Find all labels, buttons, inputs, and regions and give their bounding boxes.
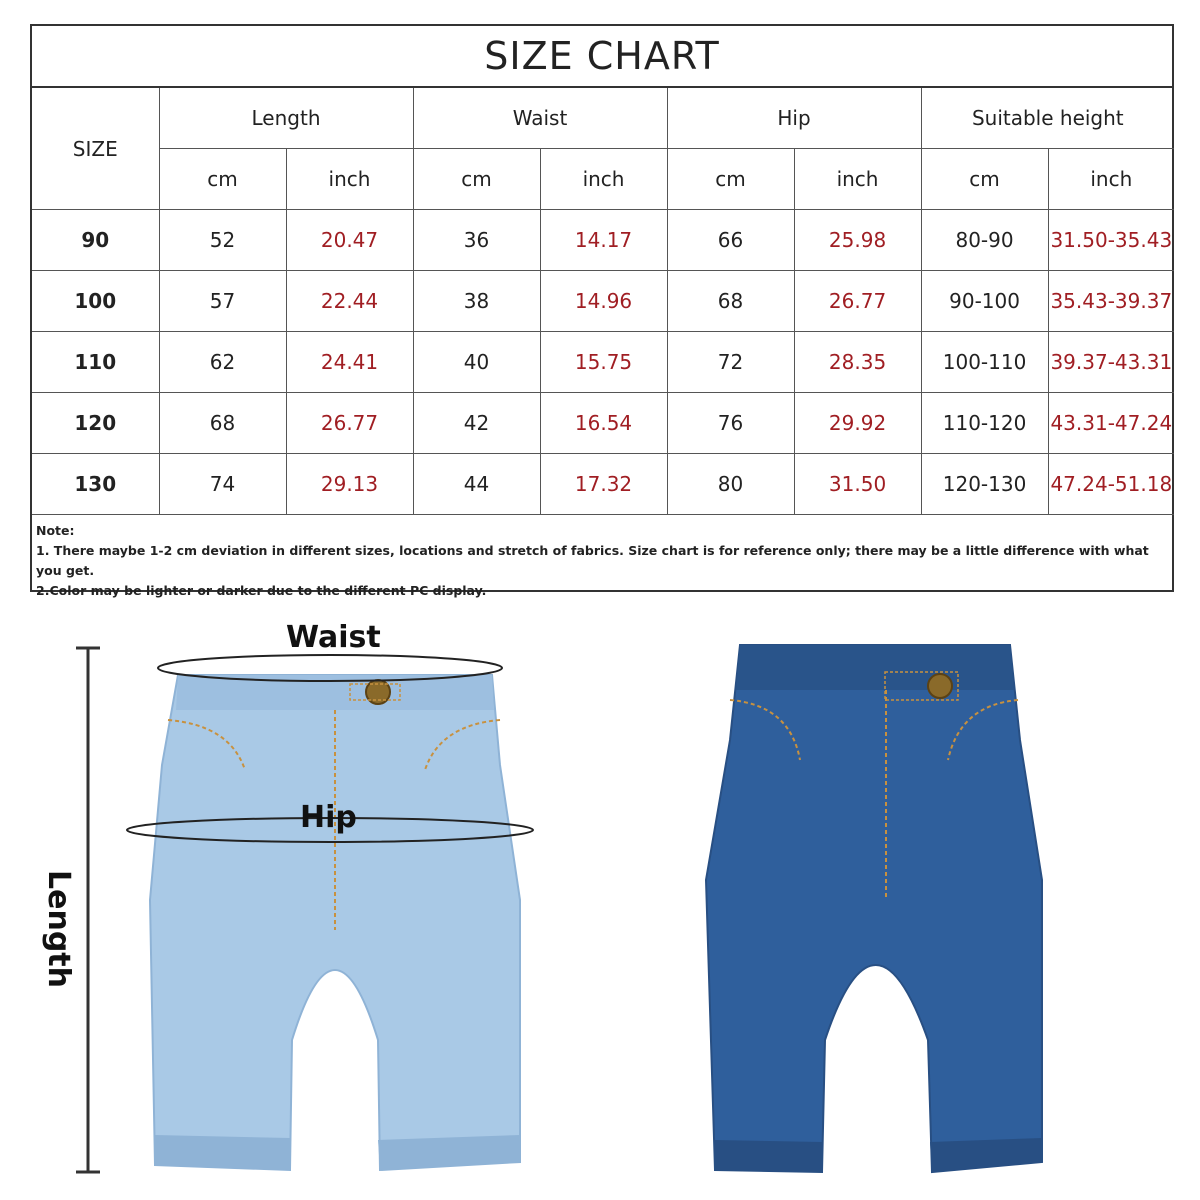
table-row: [32, 393, 1174, 454]
inch-cell: 29.92: [794, 393, 921, 454]
inch-cell: 39.37-43.31: [1048, 332, 1174, 393]
cm-cell: 68: [667, 271, 794, 332]
unit-cm: cm: [413, 149, 540, 210]
inch-cell: 14.96: [540, 271, 667, 332]
unit-inch: inch: [794, 149, 921, 210]
waist-label: Waist: [286, 620, 381, 655]
dark-jeans-image: [706, 645, 1042, 1172]
inch-cell: 47.24-51.18: [1048, 454, 1174, 515]
unit-inch: inch: [1048, 149, 1174, 210]
cm-cell: 76: [667, 393, 794, 454]
table-row: [32, 210, 1174, 271]
size-cell: 130: [32, 454, 159, 515]
header-length: Length: [159, 88, 413, 149]
cm-cell: 36: [413, 210, 540, 271]
table-row: [32, 332, 1174, 393]
inch-cell: 43.31-47.24: [1048, 393, 1174, 454]
light-jeans-image: [127, 655, 533, 1170]
header-row: [32, 88, 1174, 149]
inch-cell: 16.54: [540, 393, 667, 454]
header-suitable-height: Suitable height: [921, 88, 1174, 149]
cm-cell: 100-110: [921, 332, 1048, 393]
cm-cell: 72: [667, 332, 794, 393]
length-label: Length: [41, 870, 76, 988]
inch-cell: 25.98: [794, 210, 921, 271]
cm-cell: 74: [159, 454, 286, 515]
cm-cell: 80-90: [921, 210, 1048, 271]
unit-cm: cm: [159, 149, 286, 210]
size-table: [32, 88, 1174, 601]
cm-cell: 90-100: [921, 271, 1048, 332]
inch-cell: 14.17: [540, 210, 667, 271]
inch-cell: 35.43-39.37: [1048, 271, 1174, 332]
size-cell: 90: [32, 210, 159, 271]
cm-cell: 80: [667, 454, 794, 515]
notes: [32, 515, 1174, 601]
cm-cell: 52: [159, 210, 286, 271]
unit-cm: cm: [921, 149, 1048, 210]
inch-cell: 26.77: [286, 393, 413, 454]
jeans-drawing: [0, 600, 1200, 1200]
header-hip: Hip: [667, 88, 921, 149]
notes-line-2: 2.Color may be lighter or darker due to the different PC display.: [36, 583, 487, 598]
jeans-illustration: [0, 600, 1200, 1200]
inch-cell: 31.50-35.43: [1048, 210, 1174, 271]
length-measure-line: [76, 648, 100, 1172]
unit-inch: inch: [540, 149, 667, 210]
inch-cell: 29.13: [286, 454, 413, 515]
cm-cell: 66: [667, 210, 794, 271]
inch-cell: 28.35: [794, 332, 921, 393]
inch-cell: 24.41: [286, 332, 413, 393]
cm-cell: 68: [159, 393, 286, 454]
inch-cell: 15.75: [540, 332, 667, 393]
inch-cell: 22.44: [286, 271, 413, 332]
inch-cell: 26.77: [794, 271, 921, 332]
table-row: [32, 454, 1174, 515]
notes-line-1: 1. There maybe 1-2 cm deviation in different sizes, locations and stretch of fabrics. Size chart is for reference only; there may be a little difference with what you get.: [36, 543, 1149, 578]
table-row: [32, 271, 1174, 332]
unit-inch: inch: [286, 149, 413, 210]
notes-heading: Note:: [36, 523, 75, 538]
unit-cm: cm: [667, 149, 794, 210]
size-cell: 110: [32, 332, 159, 393]
hip-label: Hip: [300, 800, 357, 835]
inch-cell: 20.47: [286, 210, 413, 271]
cm-cell: 44: [413, 454, 540, 515]
size-cell: 100: [32, 271, 159, 332]
chart-title: SIZE CHART: [32, 26, 1172, 88]
notes-row: [32, 515, 1174, 602]
inch-cell: 17.32: [540, 454, 667, 515]
size-cell: 120: [32, 393, 159, 454]
cm-cell: 110-120: [921, 393, 1048, 454]
size-chart: [30, 24, 1174, 598]
header-waist: Waist: [413, 88, 667, 149]
cm-cell: 42: [413, 393, 540, 454]
cm-cell: 38: [413, 271, 540, 332]
cm-cell: 62: [159, 332, 286, 393]
unit-row: [32, 149, 1174, 210]
header-size: SIZE: [32, 88, 159, 210]
cm-cell: 120-130: [921, 454, 1048, 515]
inch-cell: 31.50: [794, 454, 921, 515]
cm-cell: 40: [413, 332, 540, 393]
cm-cell: 57: [159, 271, 286, 332]
